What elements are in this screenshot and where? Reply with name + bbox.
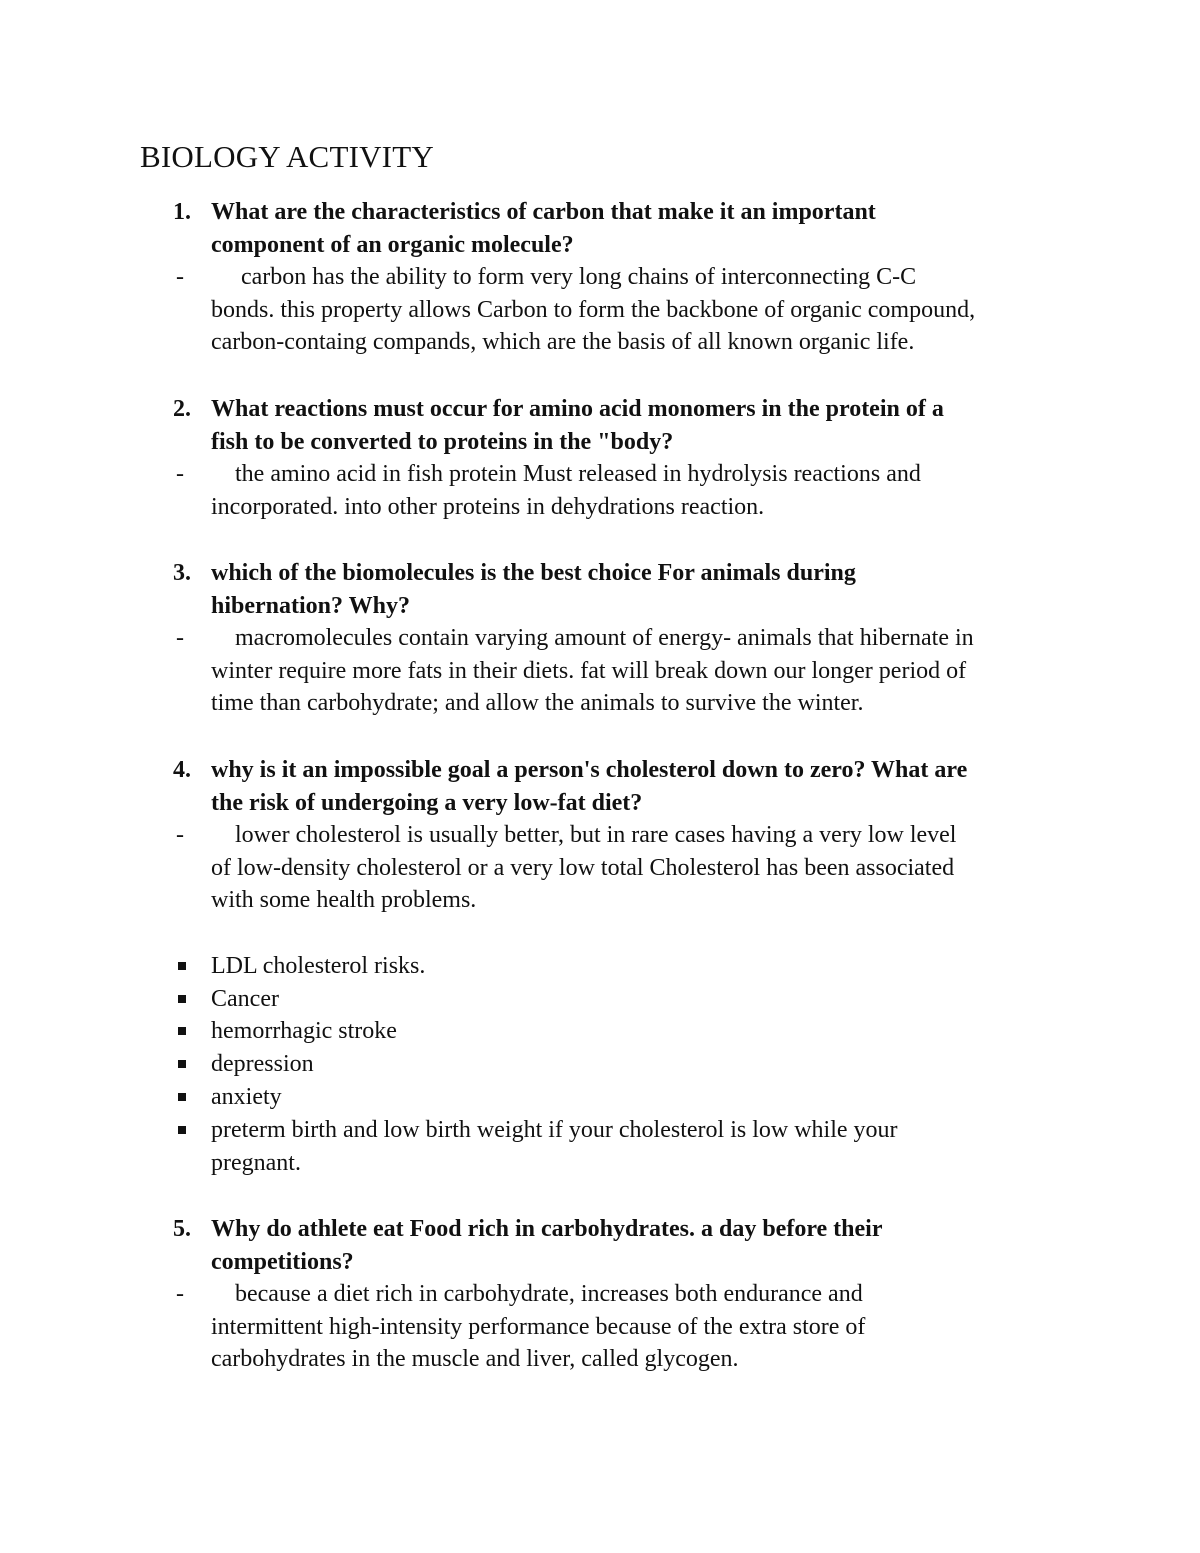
answer-line: bonds. this property allows Carbon to form the backbone of organic compound, <box>211 296 976 323</box>
square-bullet-icon <box>178 1126 186 1134</box>
list-item <box>0 1015 1200 1048</box>
question-text <box>211 754 1081 819</box>
list-item-line: pregnant. <box>211 1149 301 1176</box>
square-bullet-icon <box>178 962 186 970</box>
question-text <box>211 1213 1081 1278</box>
answer-text <box>211 1278 1081 1376</box>
answer-dash: - <box>176 822 184 848</box>
answer-line: time than carbohydrate; and allow the animals to survive the winter. <box>211 690 864 717</box>
answer-line: carbohydrates in the muscle and liver, called glycogen. <box>211 1346 739 1373</box>
question-line: What reactions must occur for amino acid monomers in the protein of a <box>211 396 944 422</box>
answer-line: the amino acid in fish protein Must released in hydrolysis reactions and <box>211 461 921 487</box>
list-item-line: hemorrhagic stroke <box>211 1018 397 1044</box>
answer-text <box>211 458 1081 523</box>
list-item <box>0 1081 1200 1114</box>
list-item-line: Cancer <box>211 986 279 1012</box>
answer-line: carbon has the ability to form very long chains of interconnecting C-C <box>211 264 917 290</box>
answer-line: macromolecules contain varying amount of energy- animals that hibernate in <box>211 625 974 651</box>
list-item-text <box>211 1081 1081 1114</box>
square-bullet-icon <box>178 1027 186 1035</box>
list-item-text <box>211 1015 1081 1048</box>
question-number: 5. <box>173 1216 191 1242</box>
question-line: hibernation? Why? <box>211 592 410 619</box>
list-item <box>0 950 1200 983</box>
answer-text <box>211 261 1081 359</box>
list-item-line: preterm birth and low birth weight if your cholesterol is low while your <box>211 1117 898 1143</box>
answer-line: with some health problems. <box>211 887 477 914</box>
document-title: BIOLOGY ACTIVITY <box>140 139 434 174</box>
list-item-line: depression <box>211 1051 314 1077</box>
question-text <box>211 557 1081 622</box>
list-item-line: LDL cholesterol risks. <box>211 953 426 979</box>
question-text <box>211 196 1081 261</box>
question-number: 1. <box>173 199 191 225</box>
question-line: why is it an impossible goal a person's cholesterol down to zero? What are <box>211 757 968 783</box>
question-line: What are the characteristics of carbon that make it an important <box>211 199 876 225</box>
question-number: 4. <box>173 757 191 783</box>
square-bullet-icon <box>178 1093 186 1101</box>
square-bullet-icon <box>178 995 186 1003</box>
list-item <box>0 983 1200 1016</box>
list-item-text <box>211 950 1081 983</box>
question-line: Why do athlete eat Food rich in carbohydrates. a day before their <box>211 1216 883 1242</box>
list-item <box>0 1048 1200 1081</box>
question-text <box>211 393 1081 458</box>
answer-line: lower cholesterol is usually better, but in rare cases having a very low level <box>211 822 957 848</box>
list-item-text <box>211 1114 1081 1179</box>
question-number: 2. <box>173 396 191 422</box>
list-item-text <box>211 1048 1081 1081</box>
answer-line: winter require more fats in their diets. fat will break down our longer period of <box>211 657 967 684</box>
answer-text <box>211 622 1081 720</box>
answer-line: of low-density cholesterol or a very low total Cholesterol has been associated <box>211 854 955 881</box>
question-number: 3. <box>173 560 191 586</box>
answer-dash: - <box>176 1281 184 1307</box>
answer-line: carbon-containg compands, which are the basis of all known organic life. <box>211 329 915 356</box>
answer-line: incorporated. into other proteins in dehydrations reaction. <box>211 493 765 520</box>
answer-dash: - <box>176 461 184 487</box>
answer-dash: - <box>176 625 184 651</box>
answer-line: because a diet rich in carbohydrate, increases both endurance and <box>211 1281 863 1307</box>
answer-text <box>211 819 1081 917</box>
question-line: which of the biomolecules is the best choice For animals during <box>211 560 856 586</box>
question-line: the risk of undergoing a very low-fat diet? <box>211 789 643 816</box>
question-line: component of an organic molecule? <box>211 231 574 258</box>
answer-dash: - <box>176 264 184 290</box>
question-line: competitions? <box>211 1248 354 1275</box>
list-item-text <box>211 983 1081 1016</box>
list-item <box>0 1114 1200 1180</box>
list-item-line: anxiety <box>211 1084 282 1110</box>
answer-line: intermittent high-intensity performance because of the extra store of <box>211 1313 866 1340</box>
question-line: fish to be converted to proteins in the "body? <box>211 428 674 455</box>
square-bullet-icon <box>178 1060 186 1068</box>
